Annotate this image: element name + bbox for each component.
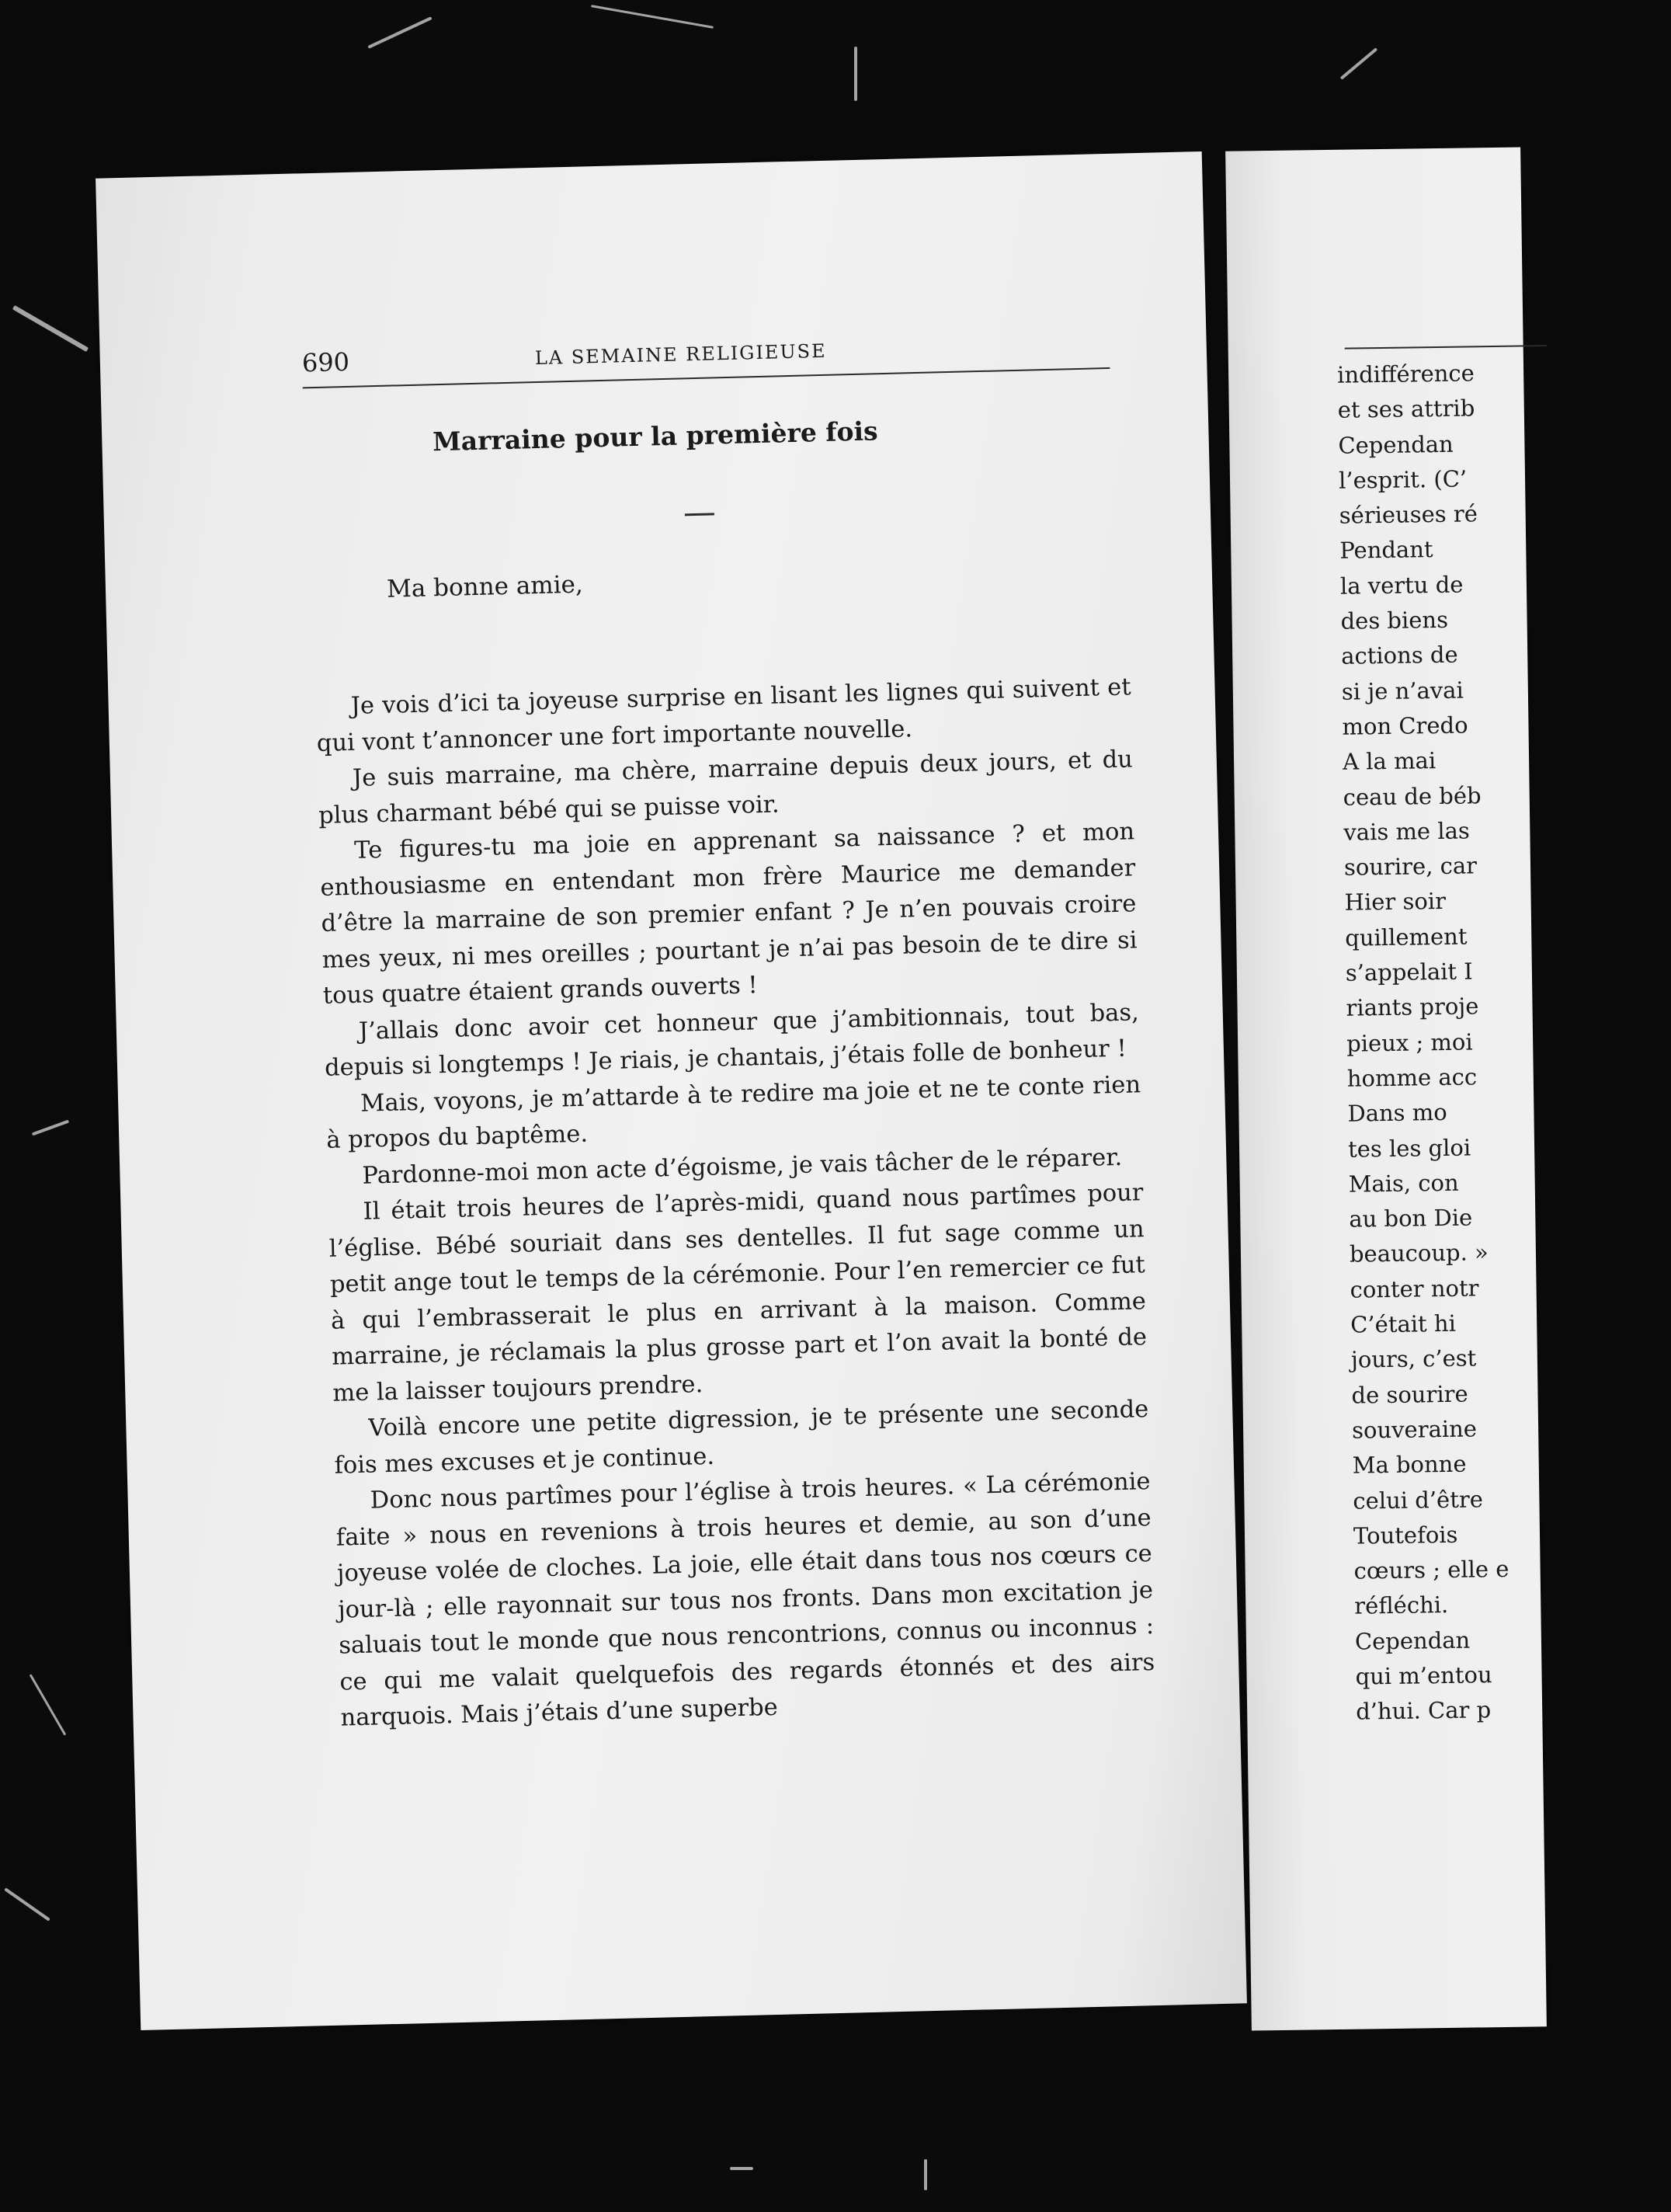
right-page-line: Dans mo (1347, 1099, 1447, 1127)
right-page-line: souveraine (1351, 1415, 1478, 1444)
film-scratch (30, 1674, 67, 1735)
paragraph: Te figures-tu ma joie en apprenant sa naissance ? et mon enthousiasme en entendant mon frère Maurice me demander d’être la marraine de son premier enfant ? Je n’en pouvais croire mes yeux, ni mes oreilles ; pourtant je n’ai pas besoin de te dire si tous quatre étaient grands ouverts ! (320, 818, 1138, 1010)
right-page-line: Toutefois (1353, 1521, 1458, 1549)
salutation: Ma bonne amie, (386, 570, 584, 603)
film-scratch (1340, 47, 1378, 80)
page-number: 690 (301, 346, 350, 378)
right-page-text (1337, 353, 1667, 1730)
paragraph: Mais, voyons, je m’attarde à te redire ma joie et ne te conte rien à propos du baptême. (326, 1070, 1141, 1154)
right-page-line: Ma bonne (1352, 1450, 1467, 1479)
right-page-line: beaucoup. » (1349, 1239, 1489, 1268)
right-page-line: indifférence (1336, 360, 1475, 388)
right-page-line: des biens (1340, 606, 1449, 635)
right-page-line: tes les gloi (1347, 1134, 1471, 1163)
right-page-line: C’était hi (1350, 1309, 1457, 1338)
film-scratch (730, 2167, 753, 2170)
left-page (96, 151, 1247, 2030)
right-page-header-rule (1345, 345, 1547, 350)
paragraph: Donc nous partîmes pour l’église à trois heures. « La cérémonie faite » nous en revenions à trois heures et demie, au son d’une joyeuse volée de cloches. La joie, elle était dans tous nos cœurs ce jour-là ; elle rayonnait sur tous nos fronts. Dans mon excitation je saluais tout le monde que nous rencontrions, connus ou inconnus : ce qui me valait quelquefois des regards étonnés et des airs narquois. Mais j’étais d’une superbe (335, 1468, 1155, 1732)
right-page-line: jours, c’est (1350, 1344, 1477, 1373)
paragraph: Je suis marraine, ma chère, marraine depuis deux jours, et du plus charmant bébé qui se puisse voir. (318, 746, 1134, 830)
right-page-line: sourire, car (1343, 852, 1478, 881)
right-page-line: celui d’être (1353, 1485, 1484, 1515)
right-page-line: pieux ; moi (1346, 1028, 1473, 1057)
article-title: Marraine pour la première fois (432, 416, 879, 457)
paragraph: Il était trois heures de l’après-midi, quand nous partîmes pour l’église. Bébé souriait dans ses dentelles. Il fut sage comme un petit ange tout le temps de la cérémonie. Pour l’en remercier ce fut à qui l’embrasserait le plus en arrivant à la maison. Comme marraine, je réclamais la plus grosse part et l’on avait la bonté de me la laisser toujours prendre. (328, 1179, 1148, 1407)
right-page-line: homme acc (1346, 1063, 1478, 1092)
title-separator-dash (685, 513, 714, 516)
right-page-line: Pendant (1339, 536, 1433, 565)
right-page-line: qui m’entou (1355, 1661, 1492, 1690)
article-body (315, 670, 1156, 1737)
right-page-line: au bon Die (1349, 1204, 1473, 1233)
right-page-line: d’hui. Car p (1355, 1696, 1492, 1725)
film-scratch (854, 47, 857, 101)
right-page-line: la vertu de (1339, 571, 1464, 600)
right-page-line: Cependan (1354, 1626, 1471, 1655)
right-page-line: mon Credo (1342, 711, 1468, 740)
right-page-line: conter notr (1350, 1275, 1479, 1303)
right-page-line: cœurs ; elle e (1353, 1555, 1509, 1584)
right-page-line: Cependan (1338, 430, 1454, 459)
film-scratch (4, 1887, 50, 1921)
right-page-line: s’appelait I (1345, 958, 1473, 986)
running-header (301, 329, 1110, 388)
right-page-line: si je n’avai (1341, 676, 1464, 705)
right-page-line: sérieuses ré (1339, 500, 1478, 529)
right-page-line: vais me las (1343, 817, 1470, 846)
paragraph: Voilà encore une petite digression, je te présente une seconde fois mes excuses et je continue. (334, 1396, 1149, 1480)
film-scratch (32, 1120, 69, 1136)
paragraph: Pardonne-moi mon acte d’égoisme, je vais tâcher de le réparer. (362, 1143, 1123, 1190)
film-scratch (367, 16, 432, 49)
right-page-line: Hier soir (1344, 888, 1447, 916)
film-scratch (924, 2159, 927, 2190)
right-page-line: l’esprit. (C’ (1338, 465, 1468, 494)
right-page-line: de sourire (1351, 1380, 1468, 1409)
right-page-line: Mais, con (1348, 1169, 1459, 1198)
film-scratch (12, 305, 89, 352)
film-scratch (591, 5, 714, 29)
right-page-line: A la mai (1342, 747, 1437, 776)
right-page (1225, 147, 1547, 2030)
right-page-line: réfléchi. (1354, 1591, 1449, 1620)
running-title: LA SEMAINE RELIGIEUSE (534, 339, 827, 370)
right-page-line: et ses attrib (1337, 395, 1475, 424)
right-page-line: quillement (1345, 923, 1468, 951)
paragraph: Je vois d’ici ta joyeuse surprise en lisant les lignes qui suivent et qui vont t’annoncer une fort importante nouvelle. (316, 673, 1131, 757)
right-page-line: actions de (1340, 642, 1458, 670)
right-page-line: riants proje (1346, 993, 1479, 1022)
right-page-line: ceau de béb (1343, 781, 1482, 811)
paragraph: J’allais donc avoir cet honneur que j’ambitionnais, tout bas, depuis si longtemps ! Je riais, je chantais, j’étais folle de bonheur ! (324, 998, 1140, 1082)
